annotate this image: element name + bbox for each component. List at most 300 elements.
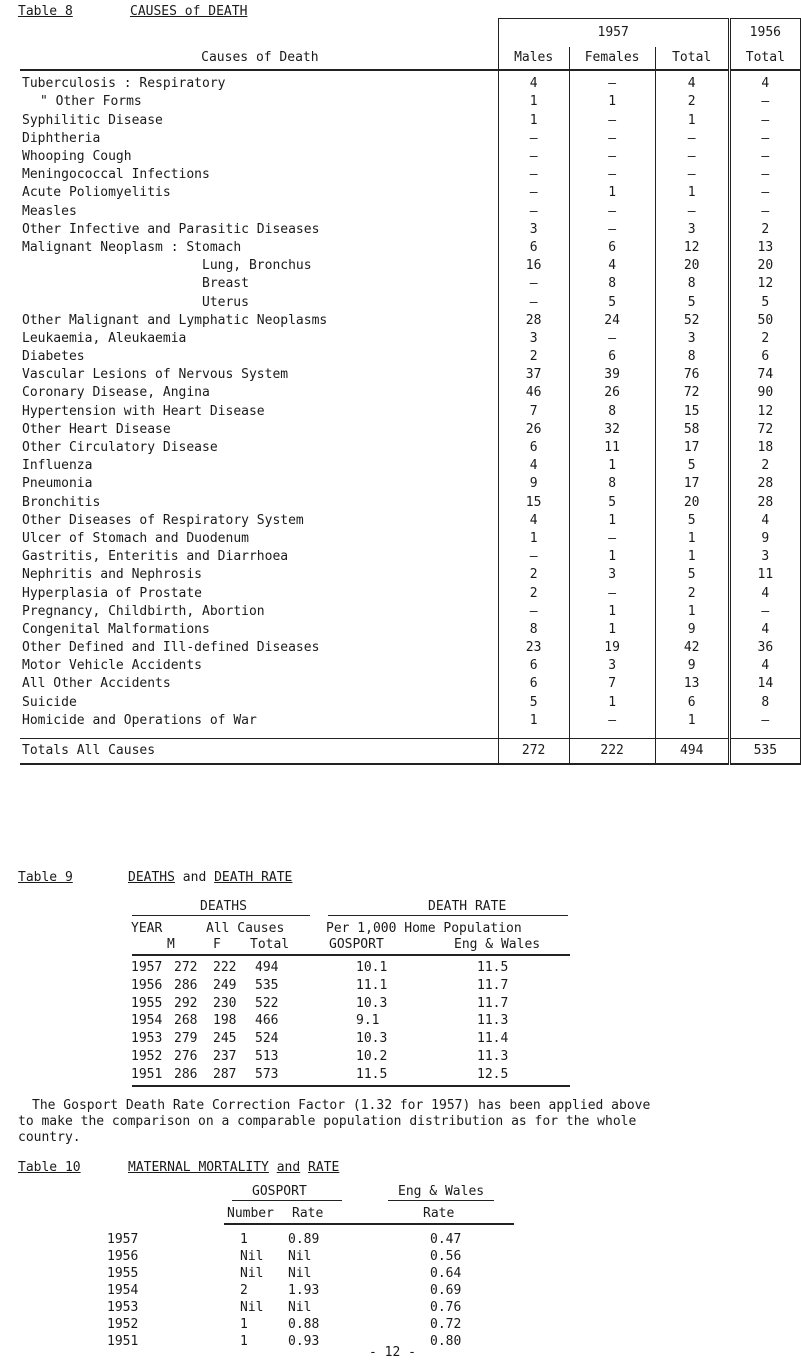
females-cell: 11	[569, 439, 655, 457]
males-cell: –	[498, 548, 569, 566]
cause-cell: Motor Vehicle Accidents	[22, 658, 203, 674]
males-cell: 16	[498, 257, 569, 275]
total-1957-cell: –	[655, 202, 729, 220]
table-row	[20, 712, 801, 730]
table10-year-cell: 1951	[107, 1334, 139, 1349]
table9-e-cell: 11.5	[477, 960, 509, 975]
table10-year-cell: 1955	[107, 1266, 139, 1281]
totals-females: 222	[569, 738, 655, 764]
males-cell: –	[498, 148, 569, 166]
cause-cell: Ulcer of Stomach and Duodenum	[22, 530, 249, 546]
females-cell: 32	[569, 421, 655, 439]
table9-e-cell: 11.4	[477, 1031, 509, 1047]
table-row	[20, 111, 801, 129]
cause-cell: Uterus	[202, 294, 249, 310]
number-column-header: Number	[227, 1206, 274, 1221]
total-1956-cell: –	[729, 148, 800, 166]
total-1956-cell: 2	[729, 457, 800, 475]
cause-cell: Meningococcal Infections	[22, 167, 210, 183]
table-row	[0, 996, 801, 1013]
table-row	[20, 475, 801, 493]
table-row	[20, 184, 801, 202]
table-row	[20, 311, 801, 329]
table9-year-cell: 1951	[131, 1066, 163, 1082]
males-cell: 3	[498, 221, 569, 239]
m-column-header: M	[167, 937, 175, 952]
table9-g-cell: 10.3	[356, 995, 388, 1011]
table8-title: CAUSES of DEATH	[130, 4, 248, 19]
females-cell: 19	[569, 639, 655, 657]
table9-g-cell: 11.1	[356, 977, 388, 993]
males-cell: –	[498, 293, 569, 311]
table10-r-cell: 0.89	[288, 1232, 320, 1247]
table-row	[20, 457, 801, 475]
table10-year-cell: 1956	[107, 1249, 139, 1264]
total-1956-cell: 11	[729, 566, 800, 584]
table10-r-cell: Nil	[288, 1300, 312, 1315]
females-cell: 4	[569, 257, 655, 275]
table10-e-cell: 0.76	[430, 1300, 462, 1315]
cause-cell: Congenital Malformations	[22, 621, 210, 637]
table9-t-cell: 535	[255, 977, 279, 993]
table9-e-cell: 11.7	[477, 995, 509, 1011]
totals-males: 272	[498, 738, 569, 764]
total-1957-cell: 1	[655, 530, 729, 548]
females-cell: –	[569, 330, 655, 348]
females-cell: –	[569, 221, 655, 239]
table-row	[20, 202, 801, 220]
table9-t-cell: 494	[255, 960, 279, 975]
females-cell: 1	[569, 693, 655, 711]
table9-m-cell: 268	[174, 1013, 198, 1029]
cause-cell: Hyperplasia of Prostate	[22, 585, 203, 601]
table9-t-cell: 522	[255, 995, 279, 1011]
total-1956-cell: 50	[729, 311, 800, 329]
total-1957-cell: 17	[655, 439, 729, 457]
table-row	[20, 621, 801, 639]
table9-g-cell: 9.1	[356, 1013, 380, 1029]
table10-r-cell: 0.88	[288, 1317, 320, 1332]
total-1957-cell: 5	[655, 293, 729, 311]
table9-m-cell: 279	[174, 1031, 198, 1047]
table-row	[0, 1232, 801, 1249]
females-cell: 8	[569, 275, 655, 293]
total-1957-cell: 3	[655, 330, 729, 348]
cause-cell: " Other Forms	[40, 94, 142, 110]
females-cell: 5	[569, 493, 655, 511]
total-1956-cell: 4	[729, 512, 800, 530]
table10-r-cell: 0.93	[288, 1334, 320, 1349]
all-causes-column-header: All Causes	[206, 921, 285, 936]
females-cell: 7	[569, 675, 655, 693]
total-1956-cell: 4	[729, 621, 800, 639]
table-row	[0, 1317, 801, 1334]
table10-n-cell: Nil	[240, 1266, 264, 1281]
table9-label: Table 9	[18, 870, 73, 885]
rate-column-header: Rate	[292, 1206, 324, 1221]
total-1957-cell: 9	[655, 657, 729, 675]
males-cell: 5	[498, 693, 569, 711]
deaths-group-header: DEATHS	[200, 899, 247, 914]
total-1957-cell: 1	[655, 548, 729, 566]
total-1956-cell: 5	[729, 293, 800, 311]
total-1957-cell: 42	[655, 639, 729, 657]
cause-cell: Measles	[22, 203, 77, 219]
cause-cell: Influenza	[22, 458, 93, 474]
cause-cell: Syphilitic Disease	[22, 112, 163, 128]
table9-e-cell: 11.3	[477, 1013, 509, 1029]
males-cell: –	[498, 130, 569, 148]
total-1956-cell: 4	[729, 657, 800, 675]
total-1957-cell: 1	[655, 712, 729, 730]
total-1956-cell: 3	[729, 548, 800, 566]
table-row	[20, 221, 801, 239]
total-1956-cell: 20	[729, 257, 800, 275]
table9-g-cell: 10.3	[356, 1031, 388, 1047]
males-cell: 1	[498, 111, 569, 129]
females-cell: 3	[569, 657, 655, 675]
females-cell: 1	[569, 93, 655, 111]
females-cell: 8	[569, 475, 655, 493]
males-cell: 6	[498, 657, 569, 675]
total-1957-cell: 58	[655, 421, 729, 439]
table-row	[20, 275, 801, 293]
total-1957-cell: –	[655, 148, 729, 166]
females-cell: –	[569, 584, 655, 602]
table-row	[20, 366, 801, 384]
females-column-header: Females	[569, 47, 655, 70]
table10-n-cell: Nil	[240, 1249, 264, 1264]
total-1956-cell: 4	[729, 70, 800, 93]
cause-cell: Diabetes	[22, 349, 85, 365]
table-row	[20, 675, 801, 693]
total-1956-cell: 8	[729, 693, 800, 711]
totals-row	[20, 738, 801, 764]
year-1956-header: 1956	[729, 19, 800, 48]
table10-title-a: MATERNAL MORTALITY	[128, 1160, 269, 1175]
table9-year-cell: 1957	[131, 960, 163, 975]
eng-rate-column-header: Rate	[423, 1206, 455, 1221]
total-1956-cell: 28	[729, 493, 800, 511]
table9-m-cell: 276	[174, 1049, 198, 1064]
table-row	[20, 330, 801, 348]
total-1957-cell: 12	[655, 239, 729, 257]
table-row	[20, 239, 801, 257]
table-row	[20, 293, 801, 311]
total-1956-cell: 72	[729, 421, 800, 439]
table9-f-cell: 198	[213, 1013, 237, 1029]
table-row	[20, 148, 801, 166]
table-row	[20, 530, 801, 548]
table-row	[0, 1067, 801, 1084]
table10-title-and: and	[276, 1160, 301, 1175]
table10-year-cell: 1954	[107, 1283, 139, 1298]
table-row	[20, 130, 801, 148]
females-cell: –	[569, 111, 655, 129]
total-1956-cell: 13	[729, 239, 800, 257]
cause-cell: Hypertension with Heart Disease	[22, 403, 265, 419]
total-1956-cell: 2	[729, 221, 800, 239]
total-1956-cell: 36	[729, 639, 800, 657]
table10-e-cell: 0.47	[430, 1232, 462, 1247]
males-cell: 23	[498, 639, 569, 657]
table9-t-cell: 513	[255, 1049, 279, 1064]
death-rate-group-header: DEATH RATE	[428, 899, 507, 914]
males-cell: 6	[498, 439, 569, 457]
table9-title	[128, 870, 292, 886]
males-column-header: Males	[498, 47, 569, 70]
table10-title	[128, 1160, 339, 1176]
total-1956-cell: –	[729, 712, 800, 730]
total-1957-cell: 20	[655, 257, 729, 275]
females-cell: 6	[569, 348, 655, 366]
females-cell: 39	[569, 366, 655, 384]
males-cell: 6	[498, 239, 569, 257]
table9-m-cell: 272	[174, 960, 198, 975]
total-1956-cell: 2	[729, 330, 800, 348]
males-cell: 26	[498, 421, 569, 439]
table10-year-cell: 1952	[107, 1317, 139, 1332]
cause-cell: Vascular Lesions of Nervous System	[22, 367, 289, 383]
males-cell: 1	[498, 530, 569, 548]
males-cell: 37	[498, 366, 569, 384]
table-row	[20, 512, 801, 530]
table9-f-cell: 249	[213, 977, 237, 993]
table9-t-cell: 524	[255, 1031, 279, 1047]
table8-label: Table 8	[18, 4, 73, 19]
total-1957-cell: 20	[655, 493, 729, 511]
males-cell: 2	[498, 584, 569, 602]
females-cell: –	[569, 530, 655, 548]
total-1957-cell: 72	[655, 384, 729, 402]
table9-year-cell: 1952	[131, 1049, 163, 1064]
table-row	[20, 493, 801, 511]
total-1957-cell: 1	[655, 111, 729, 129]
table10-r-cell: 1.93	[288, 1283, 320, 1298]
table9-t-cell: 573	[255, 1066, 279, 1082]
cause-cell: Other Infective and Parasitic Diseases	[22, 221, 320, 237]
males-cell: 8	[498, 621, 569, 639]
table10-e-cell: 0.56	[430, 1249, 462, 1264]
total-1957-cell: 15	[655, 402, 729, 420]
table9-t-cell: 466	[255, 1013, 279, 1029]
females-cell: –	[569, 712, 655, 730]
gosport-group-header: GOSPORT	[252, 1184, 307, 1199]
table10-e-cell: 0.69	[430, 1283, 462, 1298]
table10-year-cell: 1953	[107, 1300, 139, 1315]
table10-year-cell: 1957	[107, 1232, 139, 1247]
females-cell: –	[569, 70, 655, 93]
cause-cell: Pregnancy, Childbirth, Abortion	[22, 603, 265, 619]
total-column-header: Total	[250, 937, 290, 952]
females-cell: 5	[569, 293, 655, 311]
total-1957-cell: 5	[655, 566, 729, 584]
table9-e-cell: 11.3	[477, 1049, 509, 1064]
males-cell: 6	[498, 675, 569, 693]
causes-column-header: Causes of Death	[20, 47, 498, 70]
total-1956-cell: 18	[729, 439, 800, 457]
total-1956-cell: 90	[729, 384, 800, 402]
table10-n-cell: 1	[240, 1334, 248, 1349]
table-row	[20, 348, 801, 366]
total-1956-cell: 4	[729, 584, 800, 602]
year-1957-header: 1957	[498, 19, 729, 48]
females-cell: –	[569, 202, 655, 220]
cause-cell: Homicide and Operations of War	[22, 712, 257, 728]
males-cell: –	[498, 202, 569, 220]
table10-n-cell: 1	[240, 1232, 248, 1247]
females-cell: 1	[569, 184, 655, 202]
total-1956-cell: –	[729, 93, 800, 111]
table9-year-cell: 1956	[131, 977, 163, 993]
table-row	[20, 584, 801, 602]
total-1956-cell: 28	[729, 475, 800, 493]
table-row	[0, 1266, 801, 1283]
total-1956-cell: 74	[729, 366, 800, 384]
females-cell: 1	[569, 548, 655, 566]
females-cell: 1	[569, 621, 655, 639]
cause-cell: Suicide	[22, 694, 77, 710]
cause-cell: Other Malignant and Lymphatic Neoplasms	[22, 312, 328, 328]
total-1957-cell: 3	[655, 221, 729, 239]
table-row	[20, 693, 801, 711]
cause-cell: Lung, Bronchus	[202, 258, 312, 274]
total-1956-cell: 14	[729, 675, 800, 693]
total-1957-cell: 52	[655, 311, 729, 329]
table-row	[0, 1300, 801, 1317]
f-column-header: F	[213, 937, 221, 952]
males-cell: 4	[498, 457, 569, 475]
total-1956-column-header: Total	[729, 47, 800, 70]
table-row	[20, 602, 801, 620]
table-row	[20, 166, 801, 184]
total-1957-cell: 76	[655, 366, 729, 384]
total-1957-cell: 8	[655, 348, 729, 366]
totals-1956: 535	[729, 738, 800, 764]
table10-n-cell: 2	[240, 1283, 248, 1298]
males-cell: –	[498, 184, 569, 202]
total-1957-cell: 9	[655, 621, 729, 639]
table-row	[20, 548, 801, 566]
males-cell: –	[498, 166, 569, 184]
table-row	[0, 1031, 801, 1048]
females-cell: 8	[569, 402, 655, 420]
page-number: - 12 -	[369, 1345, 416, 1360]
total-1957-cell: –	[655, 166, 729, 184]
table10-e-cell: 0.64	[430, 1266, 462, 1281]
males-cell: 28	[498, 311, 569, 329]
cause-cell: Pneumonia	[22, 476, 93, 492]
cause-cell: Whooping Cough	[22, 149, 132, 165]
table9-m-cell: 292	[174, 995, 198, 1011]
males-cell: 4	[498, 70, 569, 93]
females-cell: 1	[569, 512, 655, 530]
gosport-column-header: GOSPORT	[329, 937, 384, 952]
table10-r-cell: Nil	[288, 1266, 312, 1281]
cause-cell: Leukaemia, Aleukaemia	[22, 330, 187, 346]
table-row	[20, 657, 801, 675]
total-1957-cell: 5	[655, 457, 729, 475]
table9-m-cell: 286	[174, 1066, 198, 1082]
cause-cell: Coronary Disease, Angina	[22, 385, 210, 401]
table9-m-cell: 286	[174, 977, 198, 993]
cause-cell: Other Diseases of Respiratory System	[22, 512, 304, 528]
correction-note-line2: to make the comparison on a comparable population distribution as for the whole	[18, 1114, 637, 1129]
correction-note-line1: The Gosport Death Rate Correction Factor (1.32 for 1957) has been applied above	[32, 1098, 651, 1113]
per-1000-column-header: Per 1,000 Home Population	[326, 921, 522, 936]
cause-cell: Acute Poliomyelitis	[22, 185, 171, 201]
females-cell: 1	[569, 457, 655, 475]
table10-e-cell: 0.72	[430, 1317, 462, 1332]
cause-cell: Other Heart Disease	[22, 421, 171, 437]
cause-cell: Breast	[202, 276, 249, 292]
females-cell: 26	[569, 384, 655, 402]
table10-r-cell: Nil	[288, 1249, 312, 1264]
total-1956-cell: 6	[729, 348, 800, 366]
table9-year-cell: 1955	[131, 995, 163, 1011]
table-row	[20, 70, 801, 93]
table9-f-cell: 230	[213, 995, 237, 1011]
cause-cell: Gastritis, Enteritis and Diarrhoea	[22, 549, 289, 565]
total-1957-cell: 2	[655, 584, 729, 602]
total-1957-cell: 17	[655, 475, 729, 493]
table-row	[0, 1013, 801, 1030]
table9-g-cell: 10.1	[356, 960, 388, 975]
table9-f-cell: 287	[213, 1066, 237, 1082]
males-cell: 3	[498, 330, 569, 348]
total-1957-cell: 1	[655, 184, 729, 202]
table9-title-and: and	[182, 870, 207, 885]
total-1957-cell: 6	[655, 693, 729, 711]
males-cell: 1	[498, 712, 569, 730]
table-row	[0, 960, 801, 977]
table9-g-cell: 10.2	[356, 1049, 388, 1064]
cause-cell: Other Circulatory Disease	[22, 440, 218, 456]
table10-n-cell: Nil	[240, 1300, 264, 1315]
total-1957-cell: 1	[655, 602, 729, 620]
table-row	[0, 978, 801, 995]
eng-wales-group-header: Eng & Wales	[398, 1184, 485, 1199]
cause-cell: Tuberculosis : Respiratory	[22, 76, 226, 92]
total-1956-cell: –	[729, 202, 800, 220]
table10-label: Table 10	[18, 1160, 81, 1175]
table-row	[0, 1249, 801, 1266]
total-1957-cell: 4	[655, 70, 729, 93]
males-cell: 2	[498, 566, 569, 584]
table9-f-cell: 222	[213, 960, 237, 975]
total-1956-cell: –	[729, 111, 800, 129]
females-cell: –	[569, 130, 655, 148]
table10-n-cell: 1	[240, 1317, 248, 1332]
total-1956-cell: –	[729, 130, 800, 148]
table9-e-cell: 12.5	[477, 1066, 509, 1082]
cause-cell: Malignant Neoplasm : Stomach	[22, 239, 242, 255]
total-1957-cell: 5	[655, 512, 729, 530]
females-cell: 6	[569, 239, 655, 257]
males-cell: –	[498, 602, 569, 620]
males-cell: –	[498, 275, 569, 293]
table9-f-cell: 237	[213, 1049, 237, 1064]
males-cell: 2	[498, 348, 569, 366]
total-1957-cell: –	[655, 130, 729, 148]
table-row	[20, 257, 801, 275]
total-1957-column-header: Total	[655, 47, 729, 70]
females-cell: 1	[569, 602, 655, 620]
table-row	[0, 1049, 801, 1066]
eng-wales-column-header: Eng & Wales	[454, 937, 541, 952]
females-cell: 24	[569, 311, 655, 329]
total-1956-cell: –	[729, 166, 800, 184]
